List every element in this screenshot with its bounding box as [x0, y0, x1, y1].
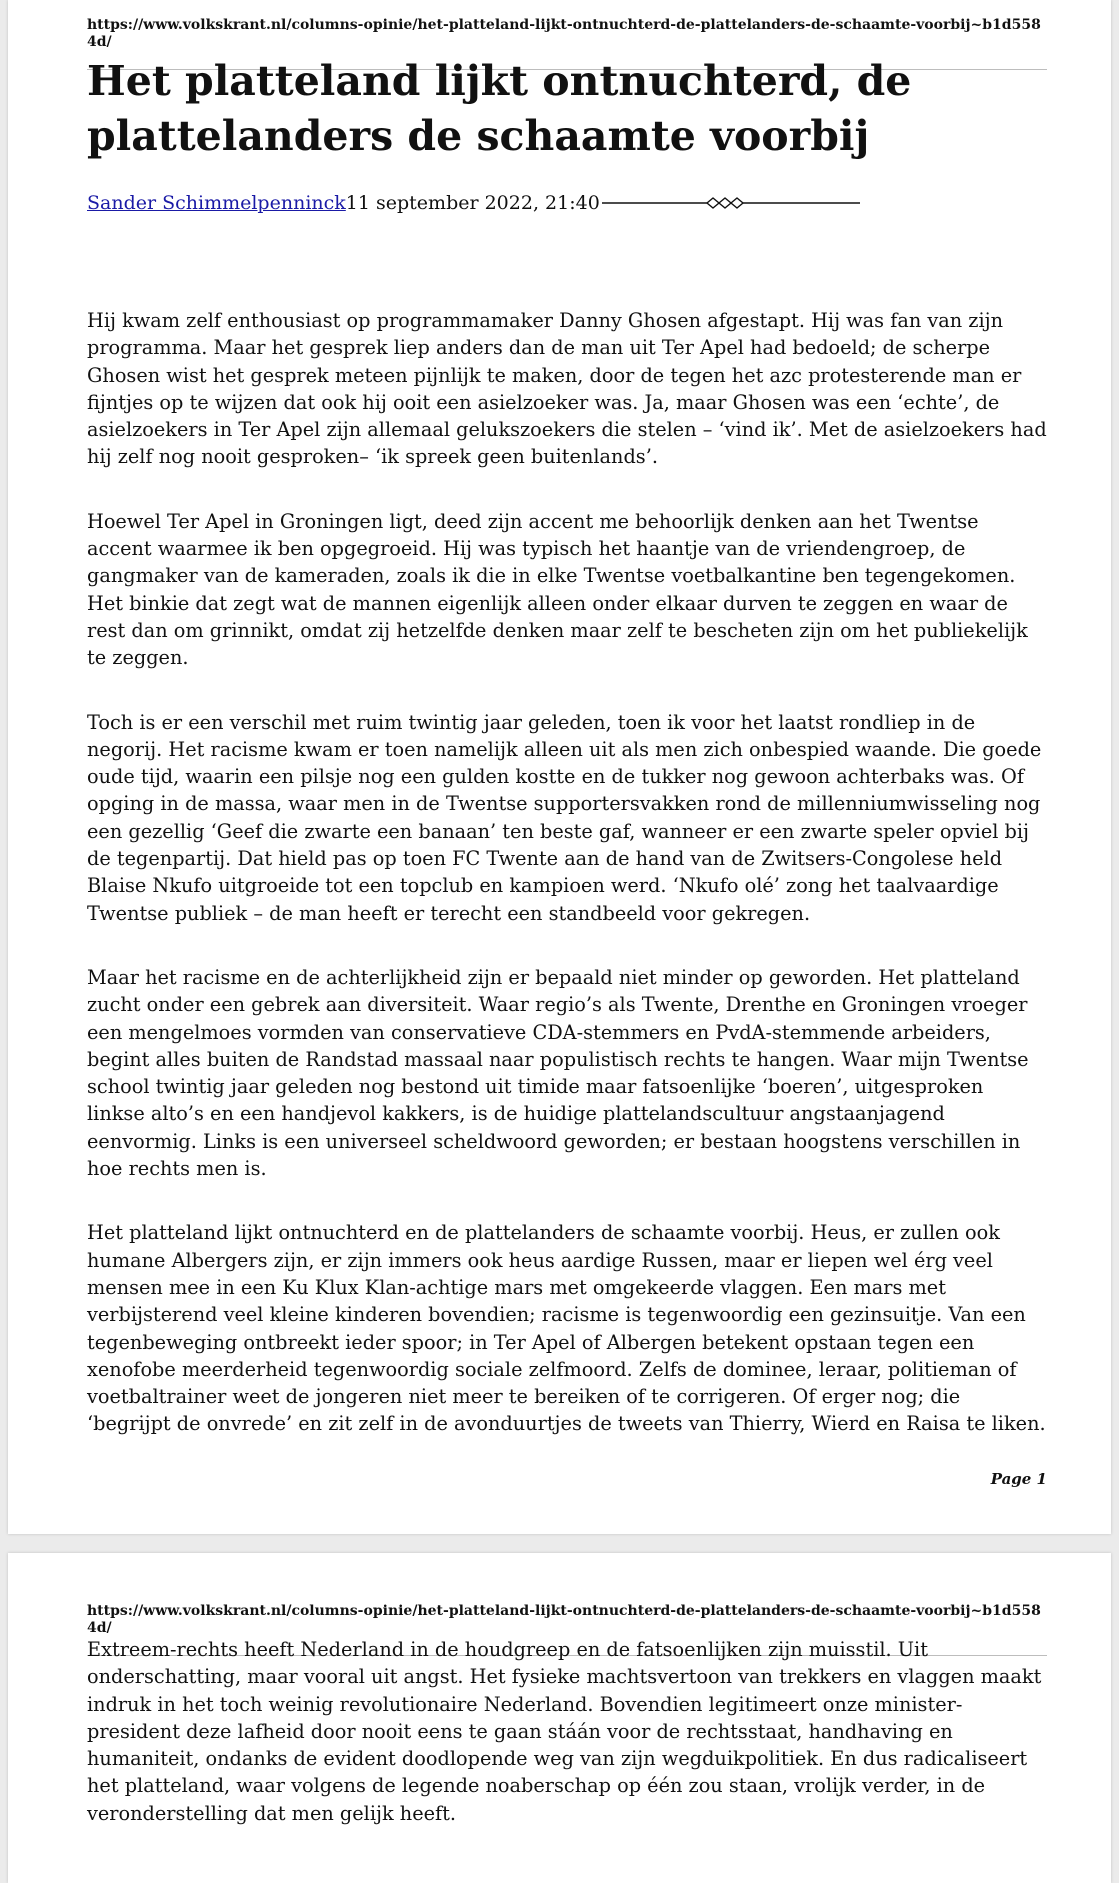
publish-date: 11 september 2022, 21:40 [345, 192, 600, 214]
page-number: Page 1 [990, 1470, 1047, 1488]
author-link[interactable]: Sander Schimmelpenninck [87, 192, 346, 214]
body-paragraph: Maar het racisme en de achterlijkheid zijn er bepaald niet minder op geworden. Het platteland zucht onder een gebrek aan diversiteit. Waar regio’s als Twente, Drenthe en Groningen vroeger een mengelmoes vormden van conservatieve CDA-stemmers en PvdA-stemmende arbeiders, begint alles buiten de Randstad massaal naar populistisch rechts te hangen. Waar mijn Twentse school twintig jaar geleden nog bestond uit timide maar fatsoenlijke ‘boeren’, uitgesproken linkse alto’s en een handjevol kakkers, is de huidige plattelandscultuur angstaanjagend eenvormig. Links is een universeel scheldwoord geworden; er bestaan hoogstens verschillen in hoe rechts men is. [87, 965, 1029, 1181]
body-paragraph: Hoewel Ter Apel in Groningen ligt, deed zijn accent me behoorlijk denken aan het Twentse accent waarmee ik ben opgegroeid. Hij was typisch het haantje van de vriendengroep, de gangmaker van de kameraden, zoals ik die in elke Twentse voetbalkantine ben tegengekomen. Het binkie dat zegt wat de mannen eigenlijk alleen onder elkaar durven te zeggen en waar de rest dan om grinnikt, omdat zij hetzelfde denken maar zelf te bescheten zijn om het publiekelijk te zeggen. [87, 509, 1028, 670]
pdf-page-1 [8, 0, 1111, 1534]
page-url: https://www.volkskrant.nl/columns-opinie/het-platteland-lijkt-ontnuchterd-de-plattelanders-de-schaamte-voorbij~b1d5584d/ [87, 17, 1041, 50]
byline [87, 191, 860, 215]
page-url: https://www.volkskrant.nl/columns-opinie/het-platteland-lijkt-ontnuchterd-de-plattelanders-de-schaamte-voorbij~b1d5584d/ [87, 1603, 1041, 1636]
body-paragraph: Het platteland lijkt ontnuchterd en de plattelanders de schaamte voorbij. Heus, er zullen ook humane Albergers zijn, er zijn immers ook heus aardige Russen, maar er liepen wel érg veel mensen mee in een Ku Klux Klan-achtige mars met omgekeerde vlaggen. Een mars met verbijsterend veel kleine kinderen bovendien; racisme is tegenwoordig een gezinsuitje. Van een tegenbeweging ontbreekt ieder spoor; in Ter Apel of Albergen betekent opstaan tegen een xenofobe meerderheid tegenwoordig sociale zelfmoord. Zelfs de dominee, leraar, politieman of voetbaltrainer weet de jongeren niet meer te bereiken of te corrigeren. Of erger nog; die ‘begrijpt de onvrede’ en zit zelf in de avonduurtjes de tweets van Thierry, Wierd en Raisa te liken. [87, 1221, 1046, 1436]
body-paragraph: Extreem-rechts heeft Nederland in de houdgreep en de fatsoenlijken zijn muisstil. Uit onderschatting, maar vooral uit angst. Het fysieke machtsvertoon van trekkers en vlaggen maakt indruk in het toch weinig revolutionaire Nederland. Bovendien legitimeert onze minister-president deze lafheid door nooit eens te gaan stáán voor de rechtsstaat, handhaving en humaniteit, ondanks de evident doodlopende weg van zijn wegduikpolitiek. En dus radicaliseert het platteland, waar volgens de legende noaberschap op één zou staan, vrolijk verder, in de veronderstelling dat men gelijk heeft. [87, 1638, 1042, 1825]
divider-ornament-icon [602, 196, 860, 210]
article-body [87, 307, 1047, 1475]
article-body-continued [87, 1636, 1047, 1864]
article-title: Het platteland lijkt ontnuchterd, de plattelanders de schaamte voorbij [87, 57, 912, 160]
body-paragraph: Hij kwam zelf enthousiast op programmamaker Danny Ghosen afgestapt. Hij was fan van zijn programma. Maar het gesprek liep anders dan de man uit Ter Apel had bedoeld; de scherpe Ghosen wist het gesprek meteen pijnlijk te maken, door de tegen het azc protesterende man er fijntjes op te wijzen dat ook hij ooit een asielzoeker was. Ja, maar Ghosen was een ‘echte’, de asielzoekers in Ter Apel zijn allemaal gelukszoekers die stelen – ‘vind ik’. Met de asielzoekers had hij zelf nog nooit gesproken– ‘ik spreek geen buitenlands’. [87, 309, 1047, 469]
pdf-page-2 [8, 1553, 1111, 1883]
body-paragraph: Toch is er een verschil met ruim twintig jaar geleden, toen ik voor het laatst rondliep in de negorij. Het racisme kwam er toen namelijk alleen uit als men zich onbespied waande. Die goede oude tijd, waarin een pilsje nog een gulden kostte en de tukker nog gewoon achterbaks was. Of opging in de massa, waar men in de Twentse supportersvakken rond de millenniumwisseling nog een gezellig ‘Geef die zwarte een banaan’ ten beste gaf, wanneer er een zwarte speler opviel bij de tegenpartij. Dat hield pas op toen FC Twente aan de hand van de Zwitsers-Congolese held Blaise Nkufo uitgroeide tot een topclub en kampioen werd. ‘Nkufo olé’ zong het taalvaardige Twentse publiek – de man heeft er terecht een standbeeld voor gekregen. [87, 710, 1042, 925]
